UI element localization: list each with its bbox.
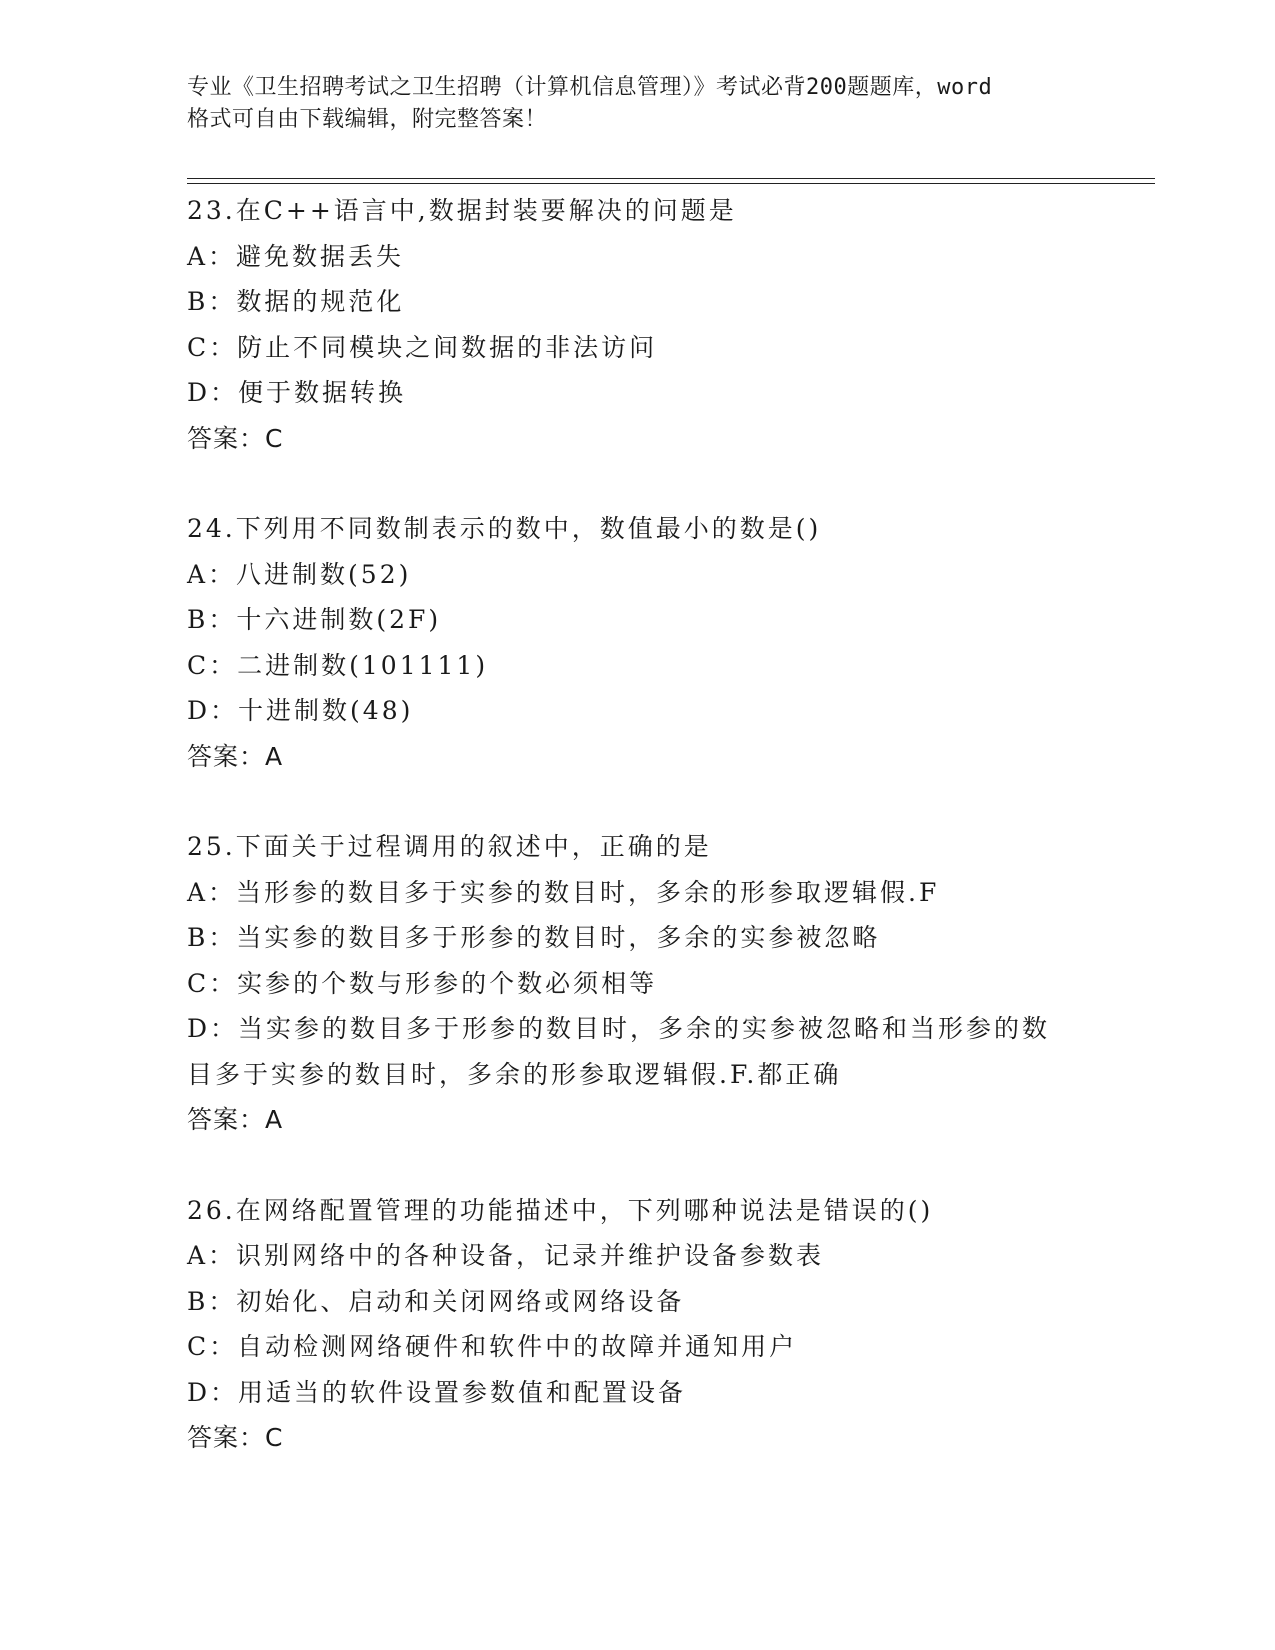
question-stem: 23.在C++语言中,数据封装要解决的问题是 (187, 196, 737, 225)
option-a: A：八进制数(52) (187, 559, 412, 589)
option-b: B：十六进制数(2F) (187, 605, 442, 634)
option-b: B：当实参的数目多于形参的数目时，多余的实参被忽略 (187, 923, 881, 952)
header-line: 格式可自由下载编辑，附完整答案！ (187, 107, 548, 132)
header-divider (187, 183, 1155, 184)
option-c: C：二进制数(101111) (187, 650, 489, 680)
option-d-continued: 目多于实参的数目时，多余的形参取逻辑假.F.都正确 (187, 1059, 842, 1089)
answer: 答案：A (187, 741, 284, 771)
option-a: A：识别网络中的各种设备，记录并维护设备参数表 (187, 1241, 825, 1270)
question-stem: 25.下面关于过程调用的叙述中，正确的是 (187, 832, 712, 861)
option-d: D：用适当的软件设置参数值和配置设备 (187, 1377, 687, 1407)
option-a: A：避免数据丢失 (187, 241, 405, 271)
option-d: D：当实参的数目多于形参的数目时，多余的实参被忽略和当形参的数 (187, 1014, 1051, 1043)
option-a: A：当形参的数目多于实参的数目时，多余的形参取逻辑假.F (187, 877, 940, 907)
question-list (187, 188, 1107, 1506)
option-d: D：十进制数(48) (187, 696, 414, 725)
question-stem: 26.在网络配置管理的功能描述中，下列哪种说法是错误的() (187, 1195, 934, 1225)
answer: 答案：C (187, 423, 284, 453)
question-23 (187, 188, 1107, 461)
option-c: C：实参的个数与形参的个数必须相等 (187, 968, 658, 998)
answer: 答案：A (187, 1105, 284, 1134)
document-header (187, 72, 1087, 136)
option-c: C：防止不同模块之间数据的非法访问 (187, 332, 658, 362)
option-b: B：数据的规范化 (187, 287, 405, 316)
option-d: D：便于数据转换 (187, 378, 407, 407)
question-26 (187, 1188, 1107, 1461)
question-24 (187, 506, 1107, 779)
header-divider (187, 178, 1155, 179)
option-c: C：自动检测网络硬件和软件中的故障并通知用户 (187, 1332, 798, 1361)
option-b: B：初始化、启动和关闭网络或网络设备 (187, 1286, 685, 1316)
question-25 (187, 824, 1107, 1143)
header-line: 专业《卫生招聘考试之卫生招聘（计算机信息管理）》考试必背200题题库，word (187, 75, 993, 100)
question-stem: 24.下列用不同数制表示的数中，数值最小的数是() (187, 514, 822, 543)
answer: 答案：C (187, 1423, 284, 1452)
